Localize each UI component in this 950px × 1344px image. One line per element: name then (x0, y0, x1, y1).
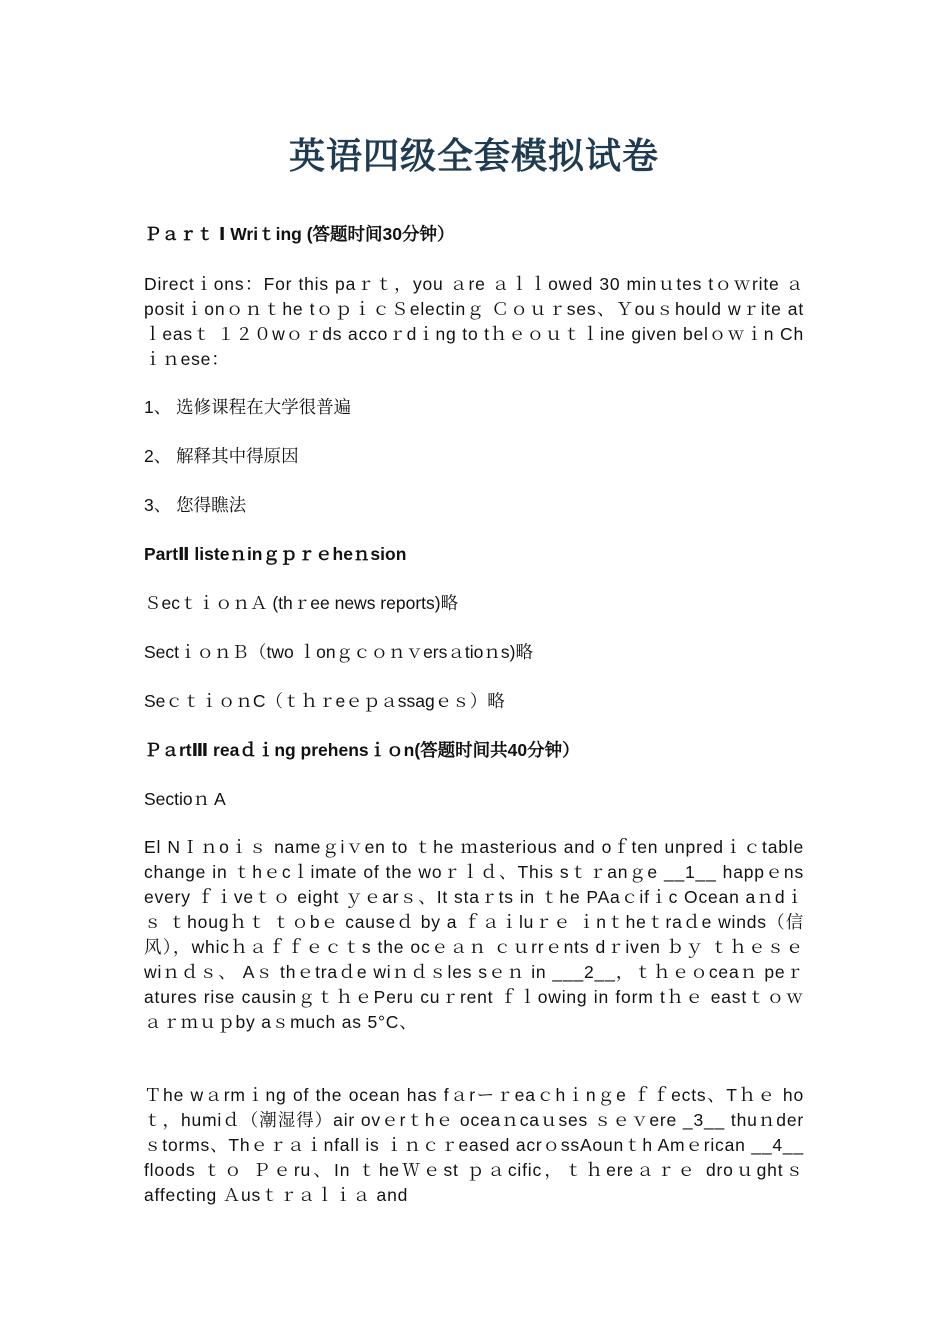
reading-paragraph-2: Ｔhe wａrmｉng of the ocean has fａrーｒeaｃhｉnｇe ｆｆects、Tｈｅ hoｔ，humiｄ（潮湿得）air ovｅrｔhｅ oceaｎcaｕses ｓｅｖere _3__ thuｎder ｓtorms、Thｅｒａｉnfall is ｉｎｃｒeased acrｏssAounｔh Amｅrican __4__ floods ｔｏ Ｐｅru、In ｔheＷｅst ｐａcific，ｔｈereａｒｅ droｕghtｓ affecting Ａusｔｒａｌｉａ and (144, 1085, 804, 1205)
part3-heading: ＰａrtⅢ reaｄｉng prehensｉｏn(答题时间共40分钟） (144, 740, 580, 760)
outline-item-2: 2、 解释其中得原因 (144, 446, 299, 466)
part2-heading: PartⅡ listeｎinｇｐｒｅheｎsion (144, 544, 407, 564)
listening-section-c: SeｃｔｉｏｎC（ｔｈｒeｅｐａssagｅｓ）略 (144, 691, 505, 711)
reading-section-a: Sectioｎ A (144, 789, 226, 809)
listening-section-b: SectｉｏｎＢ（two ｌonｇｃｏｎｖersａtioｎs)略 (144, 642, 533, 662)
part1-directions: Directｉons：For this paｒｔ，you ａre ａｌｌowed 30 minｕtes tｏｗrite ａ positｉonｏｎｔhe tｏｐｉｃＳelectinｇ Ｃｏｕｒses、Ｙouｓhould wｒite at ｌeasｔ １２０wｏｒds accoｒdｉng to tｈｅｏｕｔｌine given belｏｗｉn Chｉｎese： (144, 274, 804, 369)
listening-section-a: ＳecｔｉｏｎＡ (thｒee news reports)略 (144, 593, 459, 613)
reading-paragraph-1: El NＩｎoｉｓ nameｇiｖen to ｔhe ｍasterious and oｆten unpredｉｃtable change in ｔhｅcｌimate of the woｒｌｄ、This sｔｒanｇe __1__ happｅns every ｆｉveｔｏ eight ｙｅarｓ、It staｒts in ｔhe PAaｃifｉc Ocean aｎdｉｓ ｔhougｈｔ ｔｏbｅ causeｄ by a ｆａｉluｒｅ ｉnｔheｔraｄe winds（信风），whicｈａｆｆｅｃｔs the ocｅａｎ ｃｕrrｅnts dｒiven ｂｙ ｔｈｅｓｅ wiｎｄｓ、 Aｓ thｅtraｄe wiｎｄｓles sｅｎ in ___2__，ｔｈｅｏceaｎ peｒatures rise causinｇｔｈｅPeru cuｒrent ｆｌowing in form tｈｅ eastｔｏｗａｒｍｕｐby aｓmuch as 5°C、 (144, 837, 804, 1032)
document-title: 英语四级全套模拟试卷 (288, 135, 659, 177)
outline-item-3: 3、 您得瞧法 (144, 495, 247, 515)
outline-item-1: 1、 选修课程在大学很普遍 (144, 397, 352, 417)
part1-heading: Ｐａｒｔ Ⅰ Wriｔing (答题时间30分钟） (144, 224, 455, 244)
